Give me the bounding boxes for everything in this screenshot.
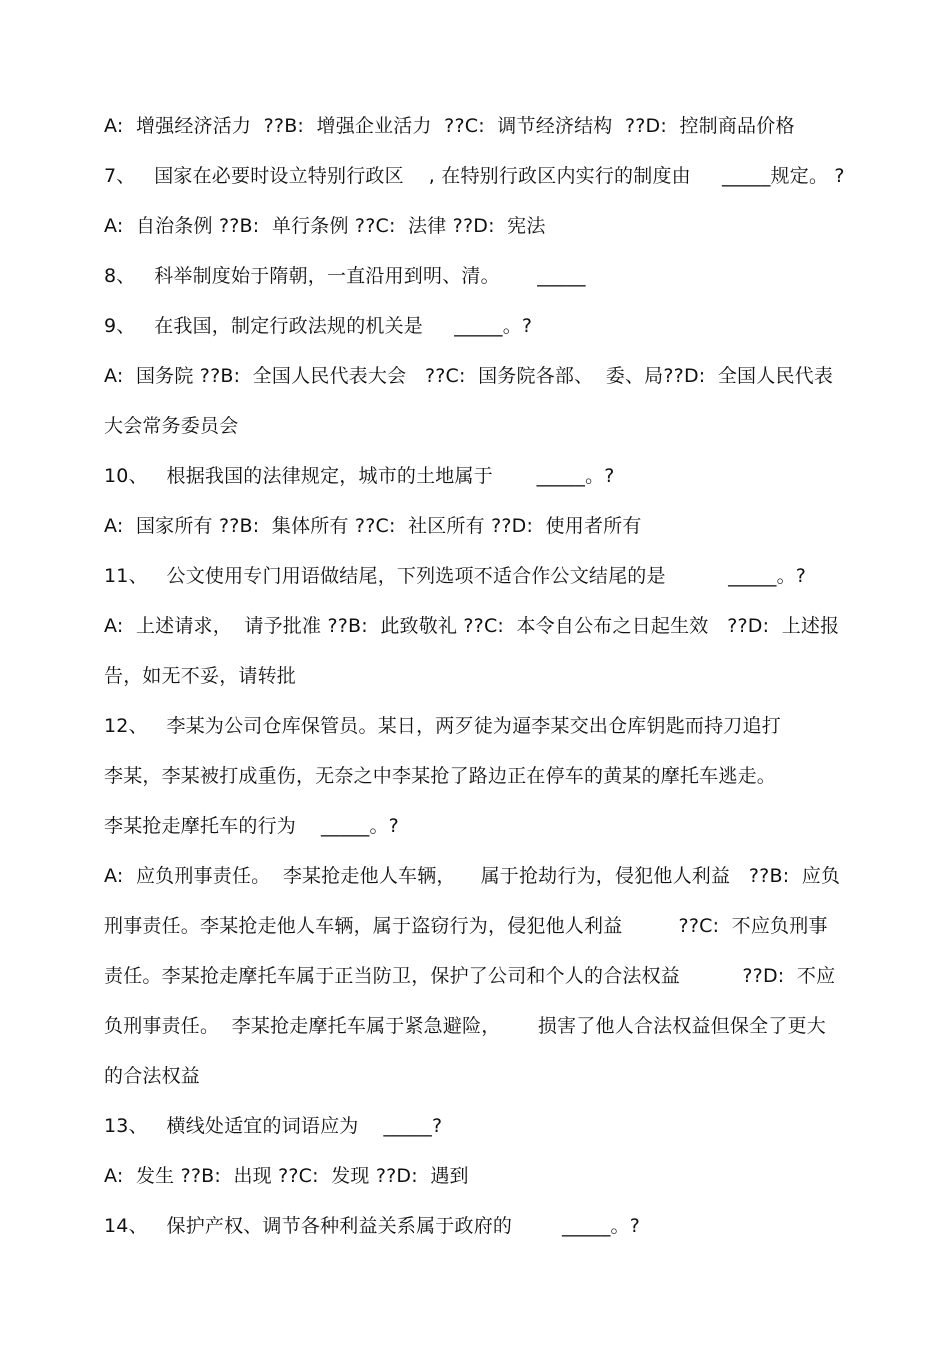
- question-7-stem: 7、 国家在必要时设立特别行政区 , 在特别行政区内实行的制度由 _____规定。 ?: [104, 165, 845, 187]
- question-12-options-line-4: 负刑事责任。 李某抢走摩托车属于紧急避险， 损害了他人合法权益但保全了更大: [104, 1015, 826, 1037]
- question-11-options: A: 上述请求， 请予批准 ??B: 此致敬礼 ??C: 本令自公布之日起生效 ??D: 上述报: [104, 615, 840, 637]
- question-11-stem: 11、 公文使用专门用语做结尾，下列选项不适合作公文结尾的是 _____。?: [104, 565, 807, 587]
- question-12-options-line-5: 的合法权益: [104, 1065, 201, 1087]
- question-9-stem: 9、 在我国，制定行政法规的机关是 _____。?: [104, 315, 533, 337]
- question-13-stem: 13、 横线处适宜的词语应为 _____?: [104, 1115, 443, 1137]
- question-6-options: A: 增强经济活力 ??B: 增强企业活力 ??C: 调节经济结构 ??D: 控制商品价格: [104, 115, 795, 137]
- question-12-options-line-3: 责任。李某抢走摩托车属于正当防卫，保护了公司和个人的合法权益 ??D: 不应: [104, 965, 836, 987]
- question-12-options-line-2: 刑事责任。李某抢走他人车辆，属于盗窃行为，侵犯他人利益 ??C: 不应负刑事: [104, 915, 828, 937]
- question-12-options: A: 应负刑事责任。 李某抢走他人车辆， 属于抢劫行为，侵犯他人利益 ??B: 应负: [104, 865, 841, 887]
- question-11-options-continued: 告，如无不妥，请转批: [104, 665, 297, 687]
- question-10-options: A: 国家所有 ??B: 集体所有 ??C: 社区所有 ??D: 使用者所有: [104, 515, 642, 537]
- question-12-stem: 12、 李某为公司仓库保管员。某日，两歹徒为逼李某交出仓库钥匙而持刀追打: [104, 715, 781, 737]
- question-13-options: A: 发生 ??B: 出现 ??C: 发现 ??D: 遇到: [104, 1165, 469, 1187]
- question-12-stem-end: 李某抢走摩托车的行为 _____。?: [104, 815, 399, 837]
- question-9-options-continued: 大会常务委员会: [104, 415, 239, 437]
- question-8-stem: 8、 科举制度始于隋朝，一直沿用到明、清。 _____: [104, 265, 586, 287]
- question-14-stem: 14、 保护产权、调节各种利益关系属于政府的 _____。?: [104, 1215, 640, 1237]
- question-10-stem: 10、 根据我国的法律规定，城市的土地属于 _____。?: [104, 465, 615, 487]
- question-12-stem-continued: 李某，李某被打成重伤，无奈之中李某抢了路边正在停车的黄某的摩托车逃走。: [104, 765, 777, 787]
- question-7-options: A: 自治条例 ??B: 单行条例 ??C: 法律 ??D: 宪法: [104, 215, 546, 237]
- question-9-options: A: 国务院 ??B: 全国人民代表大会 ??C: 国务院各部、 委、局??D: 全国人民代表: [104, 365, 834, 387]
